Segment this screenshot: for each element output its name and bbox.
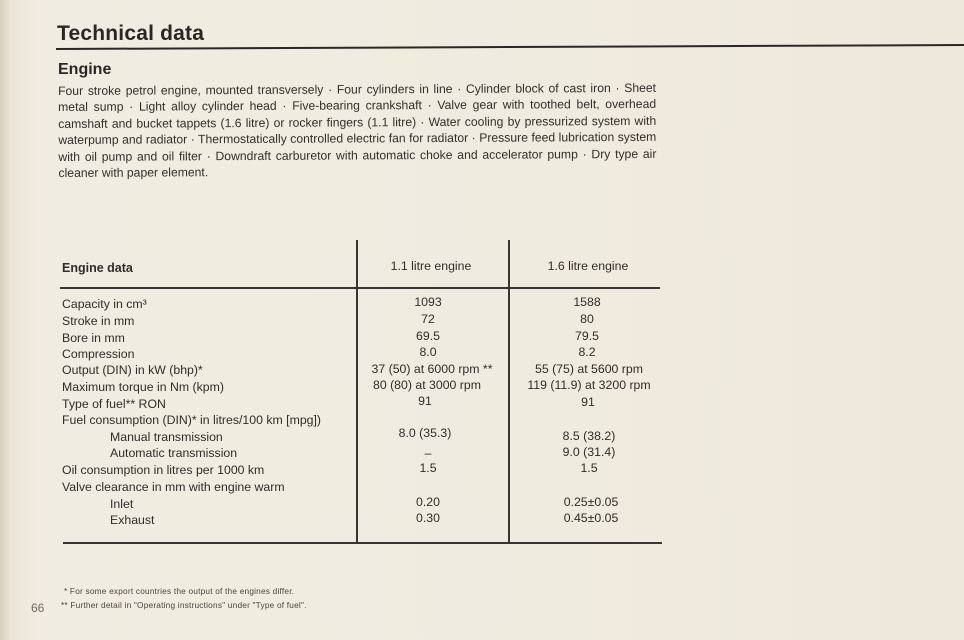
row-value-1: 91	[418, 394, 432, 408]
page-title: Technical data	[57, 22, 205, 45]
table-header-col1: 1.1 litre engine	[390, 259, 472, 273]
row-value-2: 119 (11.9) at 3200 rpm	[527, 378, 651, 392]
row-value-2: 8.5 (38.2)	[562, 429, 616, 443]
row-label: Capacity in cm³	[62, 297, 147, 311]
row-value-2: 0.25±0.05	[563, 495, 619, 509]
table-header-label: Engine data	[62, 261, 133, 275]
row-value-2: 9.0 (31.4)	[562, 445, 616, 459]
row-value-2: 80	[580, 312, 594, 326]
row-value-2: 91	[581, 395, 595, 409]
row-label: Output (DIN) in kW (bhp)*	[62, 363, 203, 377]
header-rule	[60, 287, 660, 289]
row-label: Inlet	[110, 497, 134, 511]
row-value-1: 1093	[414, 295, 442, 309]
row-value-1: 0.30	[416, 511, 440, 525]
column-divider-2	[508, 240, 510, 544]
table-header-col2: 1.6 litre engine	[547, 259, 629, 273]
row-value-1: 80 (80) at 3000 rpm	[372, 378, 481, 392]
row-label: Bore in mm	[62, 331, 125, 345]
footnote-2: ** Further detail in "Operating instructions" under "Type of fuel".	[61, 600, 307, 610]
row-value-1: 8.0 (35.3)	[398, 426, 452, 440]
row-label: Compression	[62, 347, 135, 361]
section-title: Engine	[58, 61, 112, 78]
row-label: Fuel consumption (DIN)* in litres/100 km [mpg])	[62, 413, 322, 427]
row-value-2: 1588	[573, 295, 601, 309]
row-value-1: 1.5	[419, 461, 437, 475]
row-value-1: 37 (50) at 6000 rpm **	[371, 362, 493, 376]
row-value-1: 0.20	[416, 495, 440, 509]
row-label: Oil consumption in litres per 1000 km	[62, 463, 265, 477]
row-value-2: 55 (75) at 5600 rpm	[534, 362, 643, 376]
row-value-2: 8.2	[578, 345, 596, 359]
row-label: Automatic transmission	[110, 446, 238, 460]
row-label: Exhaust	[110, 513, 155, 527]
row-label: Maximum torque in Nm (kpm)	[62, 380, 224, 394]
table-bottom-rule	[63, 542, 662, 544]
row-label: Type of fuel** RON	[62, 397, 166, 411]
row-value-1: –	[424, 446, 432, 460]
row-value-2: 0.45±0.05	[563, 511, 619, 525]
row-label: Stroke in mm	[62, 314, 135, 328]
row-value-1: 72	[421, 312, 435, 326]
row-value-1: 8.0	[419, 345, 437, 359]
footnote-1: * For some export countries the output of the engines differ.	[64, 586, 295, 596]
row-label: Manual transmission	[110, 430, 223, 444]
engine-description: Four stroke petrol engine, mounted transversely · Four cylinders in line · Cylinder block of cast iron · Sheet metal sump · Light alloy cylinder head · Five-bearing crankshaft · Valve gear with toothed belt, overhead camshaft and bucket tappets (1.6 litre) or rocker fingers (1.1 litre) · Water cooling by pressurized system with waterpump and radiator · Thermostatically controlled electric fan for radiator · Pressure feed lubrication system with oil pump and oil filter · Downdraft carburetor with automatic choke and accelerator pump · Dry type air cleaner with paper element.	[58, 80, 657, 181]
page-number: 66	[31, 601, 45, 615]
row-label: Valve clearance in mm with engine warm	[62, 480, 285, 494]
row-value-1: 69.5	[416, 329, 440, 343]
row-value-2: 1.5	[580, 461, 598, 475]
row-value-2: 79.5	[575, 329, 599, 343]
